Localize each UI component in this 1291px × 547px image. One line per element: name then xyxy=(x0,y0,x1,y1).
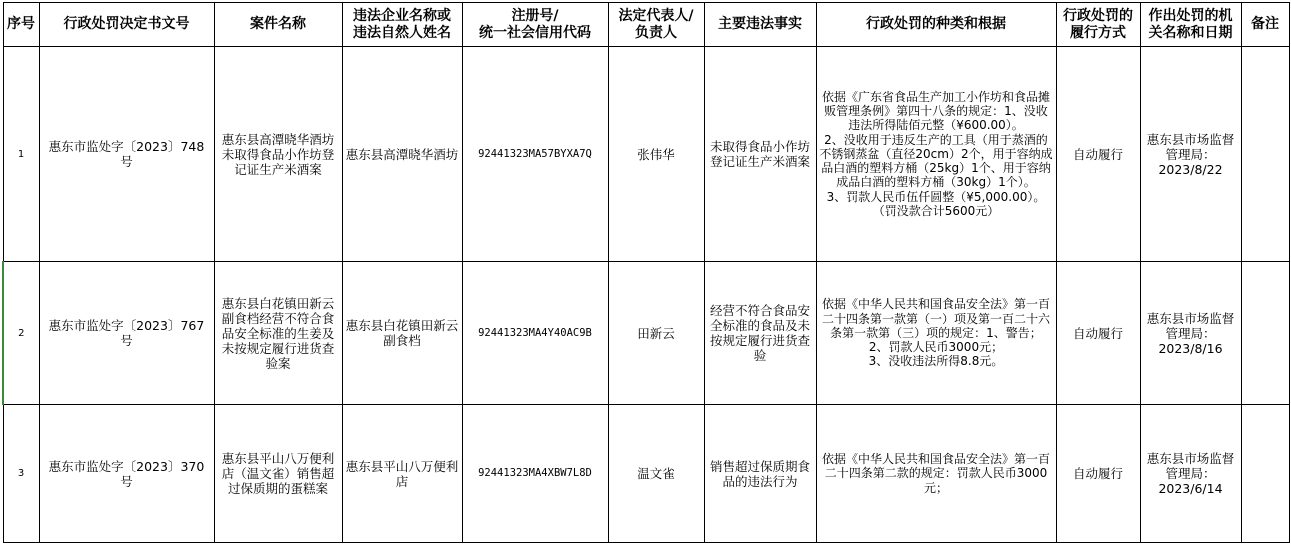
authority-date: 2023/8/16 xyxy=(1158,340,1223,356)
cell-party-name[interactable]: 惠东县白花镇田新云副食档 xyxy=(342,262,462,405)
header-party-name-line2: 违法自然人姓名 xyxy=(353,24,451,41)
header-authority-line2: 关名称和日期 xyxy=(1148,24,1233,41)
header-party-name-line1: 违法企业名称或 xyxy=(353,7,451,24)
cell-party-name[interactable]: 惠东县平山八万便利店 xyxy=(342,405,462,543)
header-case-name[interactable]: 案件名称 xyxy=(214,3,342,47)
cell-remark[interactable] xyxy=(1241,47,1289,262)
cell-penalty[interactable] xyxy=(816,262,1056,405)
cell-authority[interactable] xyxy=(1140,405,1241,543)
header-method-line1: 行政处罚的 xyxy=(1063,7,1133,24)
cell-case-name[interactable]: 惠东县平山八万便利店（温文雀）销售超过保质期的蛋糕案 xyxy=(214,405,342,543)
cell-facts[interactable]: 未取得食品小作坊登记证生产米酒案 xyxy=(704,47,816,262)
header-row xyxy=(3,3,1289,47)
header-method-line2: 履行方式 xyxy=(1070,24,1126,41)
header-authority-line1: 作出处罚的机 xyxy=(1148,7,1233,24)
cell-remark[interactable] xyxy=(1241,405,1289,543)
cell-penalty[interactable] xyxy=(816,47,1056,262)
penalty-line: 依据《中华人民共和国食品安全法》第一百二十四条第二款的规定：罚款人民币3000元； xyxy=(821,452,1050,495)
cell-reg-no[interactable]: 92441323MA4XBW7L8D xyxy=(462,405,608,543)
cell-facts[interactable]: 经营不符合食品安全标准的食品及未按规定履行进货查验 xyxy=(704,262,816,405)
header-party-name[interactable] xyxy=(342,3,462,47)
penalty-line: 3、没收违法所得8.8元。 xyxy=(868,354,1004,369)
cell-reg-no[interactable]: 92441323MA57BYXA7Q xyxy=(462,47,608,262)
header-representative[interactable] xyxy=(608,3,704,47)
penalty-line: 3、罚款人民币伍仟圆整（¥5,000.00）。（罚没款合计5600元） xyxy=(826,189,1046,218)
cell-representative[interactable]: 温文雀 xyxy=(608,405,704,543)
table-row xyxy=(3,262,1289,405)
cell-index[interactable]: 1 xyxy=(3,47,39,262)
penalty-table xyxy=(2,2,1290,543)
authority-date: 2023/8/22 xyxy=(1158,161,1223,177)
cell-facts[interactable]: 销售超过保质期食品的违法行为 xyxy=(704,405,816,543)
cell-decision-no[interactable]: 惠东市监处字〔2023〕748号 xyxy=(39,47,214,262)
cell-index[interactable]: 3 xyxy=(3,405,39,543)
cell-penalty[interactable] xyxy=(816,405,1056,543)
cell-decision-no[interactable]: 惠东市监处字〔2023〕767号 xyxy=(39,262,214,405)
header-reg-no[interactable] xyxy=(462,3,608,47)
authority-name: 惠东县市场监督管理局： xyxy=(1146,310,1235,341)
cell-authority[interactable] xyxy=(1140,47,1241,262)
cell-index[interactable]: 2 xyxy=(3,262,39,405)
cell-party-name[interactable]: 惠东县高潭晓华酒坊 xyxy=(342,47,462,262)
cell-method[interactable]: 自动履行 xyxy=(1056,405,1140,543)
penalty-line: 依据《中华人民共和国食品安全法》第一百二十四条第一款第（一）项及第一百二十六条第一款第（三）项的规定：1、警告； xyxy=(821,297,1050,340)
header-decision-no[interactable]: 行政处罚决定书文号 xyxy=(39,3,214,47)
cell-method[interactable]: 自动履行 xyxy=(1056,47,1140,262)
table-row xyxy=(3,47,1289,262)
authority-date: 2023/6/14 xyxy=(1158,481,1223,496)
cell-reg-no[interactable]: 92441323MA4Y40AC9B xyxy=(462,262,608,405)
authority-name: 惠东县市场监督管理局： xyxy=(1146,131,1235,162)
header-index[interactable]: 序号 xyxy=(3,3,39,47)
header-representative-line1: 法定代表人/ xyxy=(618,7,694,24)
cell-method[interactable]: 自动履行 xyxy=(1056,262,1140,405)
authority-name: 惠东县市场监督管理局： xyxy=(1146,451,1235,481)
cell-representative[interactable]: 田新云 xyxy=(608,262,704,405)
penalty-line: 依据《广东省食品生产加工小作坊和食品摊贩管理条例》第四十八条的规定：1、没收违法所得陆佰元整（¥600.00）。 xyxy=(821,90,1050,133)
cell-representative[interactable]: 张伟华 xyxy=(608,47,704,262)
cell-case-name[interactable]: 惠东县白花镇田新云副食档经营不符合食品安全标准的生姜及未按规定履行进货查验案 xyxy=(214,262,342,405)
header-remark[interactable]: 备注 xyxy=(1241,3,1289,47)
penalty-line: 2、没收用于违反生产的工具（用于蒸酒的不锈钢蒸盆（直径20cm）2个，用于容纳成品白酒的塑料方桶（25kg）1个、用于容纳成品白酒的塑料方桶（30kg）1个）。 xyxy=(819,132,1053,190)
header-reg-no-line2: 统一社会信用代码 xyxy=(479,24,591,41)
header-representative-line2: 负责人 xyxy=(635,24,677,41)
cell-authority[interactable] xyxy=(1140,262,1241,405)
cell-decision-no[interactable]: 惠东市监处字〔2023〕370号 xyxy=(39,405,214,543)
header-facts[interactable]: 主要违法事实 xyxy=(704,3,816,47)
header-authority[interactable] xyxy=(1140,3,1241,47)
penalty-line: 2、罚款人民币3000元； xyxy=(868,340,1004,355)
header-reg-no-line1: 注册号/ xyxy=(511,7,559,24)
cell-remark[interactable] xyxy=(1241,262,1289,405)
cell-case-name[interactable]: 惠东县高潭晓华酒坊未取得食品小作坊登记证生产米酒案 xyxy=(214,47,342,262)
header-penalty[interactable]: 行政处罚的种类和根据 xyxy=(816,3,1056,47)
header-method[interactable] xyxy=(1056,3,1140,47)
table-row xyxy=(3,405,1289,543)
